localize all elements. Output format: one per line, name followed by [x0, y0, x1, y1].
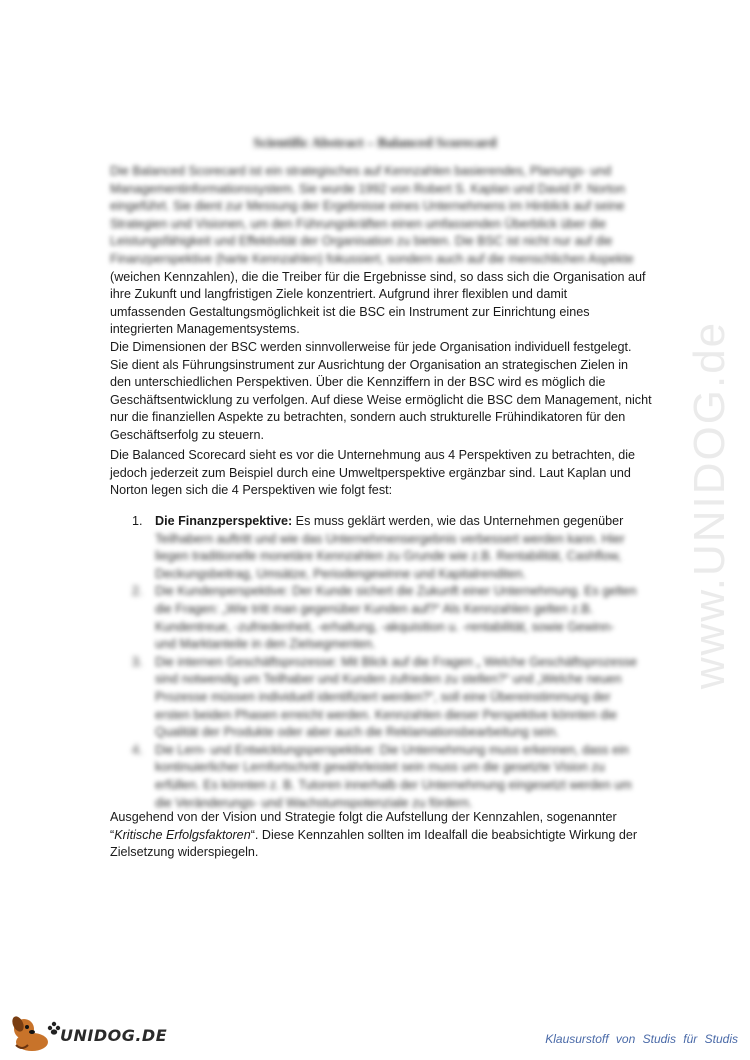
list-item-finance	[132, 513, 632, 583]
intro-paragraph	[110, 163, 650, 445]
list-line: liegen traditionelle monetäre Kennzahlen zu Grunde wie z.B. Rentabilität, Cashflow,	[155, 549, 622, 564]
closing-line: “. Diese Kennzahlen sollten im Idealfall die beabsichtigte Wirkung der	[250, 827, 638, 842]
list-item-learning	[132, 742, 632, 812]
list-line: Die Kundenperspektive: Der Kunde sichert die Zukunft einer Unternehmung. Es gelten	[155, 584, 637, 599]
intro-line: umfassenden Gestaltungsmöglichkeit ist die BSC ein Instrument zur Einrichtung eines	[110, 304, 590, 319]
list-line: Deckungsbeitrag, Umsätze, Periodengewinne und Kapitalrenditen.	[155, 566, 527, 581]
list-line: erfüllen. Es könnten z. B. Tutoren innerhalb der Unternehmung eingesetzt werden um	[155, 777, 632, 792]
unidog-logo	[8, 1012, 178, 1054]
watermark-text: www.UNIDOG.de	[685, 320, 735, 690]
intro-line: Geschäftsentwicklung zu verfolgen. Auf diese Weise ermöglicht die BSC dem Management, nicht	[110, 392, 652, 407]
list-line: Qualität der Produkte oder aber auch die Reklamationsbearbeitung sein.	[155, 725, 559, 740]
perspectives-intro-line: Die Balanced Scorecard sieht es vor die Unternehmung aus 4 Perspektiven zu betrachten, die	[110, 448, 636, 462]
intro-line: ihre Zukunft und langfristigen Ziele konzentriert. Aufgrund ihrer flexiblen und damit	[110, 287, 568, 302]
intro-line: Sie dient als Führungsinstrument zur Ausrichtung der Organisation an strategischen Zielen in	[110, 357, 629, 372]
list-line: die Veränderungs- und Wachstumspotenziale zu fördern.	[155, 795, 473, 810]
intro-line: Die Balanced Scorecard ist ein strategisches auf Kennzahlen basierendes, Planungs- und	[110, 164, 612, 178]
watermark	[685, 270, 735, 740]
perspectives-intro-line: jedoch jederzeit zum Beispiel durch eine Umweltperspektive ergänzbar sind. Laut Kaplan und	[110, 465, 631, 480]
list-number: 1.	[132, 514, 143, 528]
intro-line: Die Dimensionen der BSC werden sinnvollerweise für jede Organisation individuell festgelegt.	[110, 339, 632, 354]
list-line: Die Lern- und Entwicklungsperspektive: Die Unternehmung muss erkennen, dass ein	[155, 742, 629, 757]
list-heading: Die Finanzperspektive:	[155, 514, 293, 528]
list-line: sind notwendig um Teilhaber und Kunden zufrieden zu stellen?“ und „Welche neuen	[155, 672, 622, 687]
intro-line: Leistungsfähigkeit und Effektivität der Organisation zu bieten. Die BSC ist nicht nur auf die	[110, 234, 613, 249]
list-line: ersten beiden Phasen erreicht werden. Kennzahlen dieser Perspektive könnten die	[155, 707, 618, 722]
list-line: und Marktanteile in den Zielsegmenten.	[155, 637, 376, 652]
list-line: Prozesse müssen individuell identifiziert werden?“, soll eine Übereinstimmung der	[155, 689, 611, 704]
list-first-line: Es muss geklärt werden, wie das Unternehmen gegenüber	[292, 514, 624, 528]
list-number: 4.	[132, 742, 143, 757]
critical-success-factors: Kritische Erfolgsfaktoren	[114, 827, 251, 842]
intro-line: nur die finanziellen Aspekte zu betrachten, sondern auch strukturelle Frühindikatoren für den	[110, 410, 626, 425]
list-line: kontinuierlicher Lernfortschritt gewährleistet sein muss um die gesetzte Vision zu	[155, 760, 605, 775]
dog-mascot-icon	[8, 1012, 62, 1054]
intro-line: (weichen Kennzahlen), die die Treiber für die Ergebnisse sind, so dass sich die Organisation auf	[110, 269, 646, 284]
list-line: Teilhabern auftritt und wie das Unternehmensergebnis verbessert werden kann. Hier	[155, 531, 625, 546]
list-line: Die internen Geschäftsprozesse: Mit Blick auf die Fragen „ Welche Geschäftsprozesse	[155, 654, 638, 669]
perspectives-list	[132, 513, 638, 812]
list-item-customer	[132, 583, 637, 653]
list-item-processes	[132, 654, 638, 742]
perspectives-intro-line: Norton legen sich die 4 Perspektiven wie folgt fest:	[110, 483, 393, 498]
list-number: 3.	[132, 654, 143, 669]
intro-line: eingeführt. Sie dient zur Messung der Ergebnisse eines Unternehmens im Hinblick auf seine	[110, 199, 625, 214]
intro-line: Strategien und Visionen, um den Führungskräften einen umfassenden Überblick über die	[110, 216, 607, 231]
intro-line: integrierten Managementsystems.	[110, 322, 300, 337]
list-line: Kundentreue, -zufriedenheit, -erhaltung, -akquisition u. -rentabilität, sowie Gewinn-	[155, 619, 615, 634]
document-title: Scientific Abstract – Balanced Scorecard	[253, 136, 497, 151]
footer-slogan: Klausurstoff von Studis für Studis	[545, 1032, 738, 1046]
intro-line: Geschäftserfolg zu steuern.	[110, 427, 265, 442]
logo-text: UNIDOG.DE	[60, 1026, 168, 1045]
intro-line: Finanzperspektive (harte Kennzahlen) fokussiert, sondern auch auf die menschlichen Aspekte	[110, 251, 634, 266]
closing-paragraph	[110, 809, 650, 862]
closing-line: Zielsetzung widerspiegeln.	[110, 845, 259, 860]
closing-line: Ausgehend von der Vision und Strategie folgt die Aufstellung der Kennzahlen, sogenannter	[110, 810, 617, 824]
list-line: die Fragen: „Wie tritt man gegenüber Kunden auf?“ Als Kennzahlen gelten z.B.	[155, 601, 594, 616]
intro-line: den unterschiedlichen Perspektiven. Über die Kennziffern in der BSC wird es möglich die	[110, 375, 606, 390]
closing-quote: “	[110, 827, 115, 842]
intro-line: Managementinformationssystem. Sie wurde 1992 von Robert S. Kaplan und David P. Norton	[110, 181, 625, 196]
list-number: 2.	[132, 584, 143, 599]
perspectives-intro-paragraph	[110, 447, 650, 500]
